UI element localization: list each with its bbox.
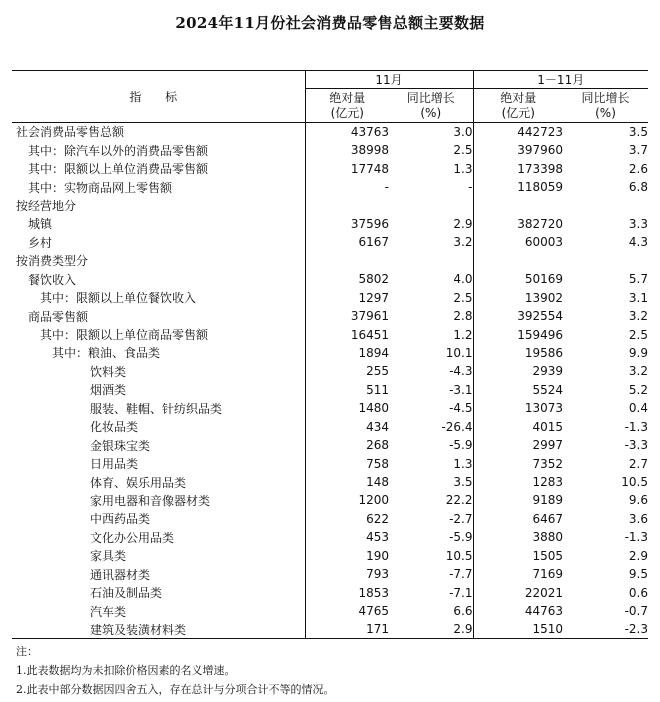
november-growth-cell: 2.9 (389, 620, 473, 638)
ytd-absolute-cell: 44763 (473, 602, 563, 620)
november-absolute-cell: 434 (305, 418, 389, 436)
ytd-growth-cell: 9.5 (628, 567, 648, 582)
table-row (12, 288, 648, 306)
ytd-absolute-cell: 173398 (473, 159, 563, 177)
table-row (12, 344, 648, 362)
ytd-growth-cell: 3.7 (628, 143, 648, 158)
table-row (12, 491, 648, 509)
table-row (12, 178, 648, 196)
november-growth-cell: 1.3 (453, 161, 473, 176)
ytd-absolute-cell: 1510 (473, 620, 563, 638)
period-header-november: 11月 (305, 71, 473, 89)
november-absolute-cell (305, 196, 389, 214)
ytd-absolute-cell: 4015 (473, 418, 563, 436)
november-absolute-cell: 268 (305, 436, 389, 454)
table-row (12, 362, 648, 380)
ytd-absolute-cell: 397960 (473, 141, 563, 159)
row-label: 社会消费品零售总额 (16, 125, 125, 140)
ytd-growth-cell: 3.6 (628, 511, 648, 526)
november-absolute-cell: 1894 (305, 344, 389, 362)
november-absolute-cell: 16451 (305, 325, 389, 343)
row-label: 日用品类 (90, 457, 139, 472)
ytd-growth-cell: 2.5 (628, 327, 648, 342)
row-label: 石油及制品类 (90, 586, 163, 601)
row-label: 文化办公用品类 (90, 530, 175, 545)
growth-header (563, 89, 648, 123)
november-absolute-cell: 148 (305, 473, 389, 491)
table-row (12, 325, 648, 343)
november-growth-cell: 10.1 (445, 345, 473, 360)
ytd-growth-cell: 2.6 (628, 161, 648, 176)
row-label: 乡村 (28, 235, 53, 250)
row-label: 家用电器和音像器材类 (90, 493, 211, 508)
november-growth-cell: 2.5 (453, 290, 473, 305)
table-row (12, 510, 648, 528)
november-absolute-cell: 5802 (305, 270, 389, 288)
abs-header-line1: 绝对量 (329, 90, 366, 105)
november-growth-cell: 2.8 (453, 309, 473, 324)
ytd-absolute-cell (473, 252, 563, 270)
row-label: 服装、鞋帽、针纺织品类 (90, 401, 223, 416)
november-growth-cell: -7.7 (449, 567, 473, 582)
table-row (12, 602, 648, 620)
november-growth-cell: 1.2 (453, 327, 473, 342)
november-absolute-cell: 171 (305, 620, 389, 638)
row-label: 饮料类 (90, 364, 127, 379)
november-absolute-cell: 4765 (305, 602, 389, 620)
row-label: 其中：实物商品网上零售额 (28, 180, 173, 195)
table-row (12, 547, 648, 565)
ytd-growth-cell: 2.7 (628, 456, 648, 471)
ytd-growth-cell: -3.3 (624, 438, 648, 453)
ytd-absolute-cell: 442723 (473, 123, 563, 141)
abs-header-line2: (亿元) (501, 105, 535, 120)
november-absolute-cell: 17748 (305, 159, 389, 177)
row-label: 金银珠宝类 (90, 438, 151, 453)
november-growth-cell: 1.3 (453, 456, 473, 471)
row-label: 餐饮收入 (28, 272, 77, 287)
row-label: 体育、娱乐用品类 (90, 475, 187, 490)
abs-header-line2: (亿元) (330, 105, 364, 120)
ytd-growth-cell: 0.6 (628, 585, 648, 600)
note-item: 1.此表数据均为未扣除价格因素的名义增速。 (16, 664, 236, 677)
ytd-growth-cell: 5.7 (628, 272, 648, 287)
november-absolute-cell: 1480 (305, 399, 389, 417)
page-title: 2024年11月份社会消费品零售总额主要数据 (175, 14, 485, 32)
row-label: 家具类 (90, 549, 127, 564)
ytd-growth-cell: 9.9 (628, 345, 648, 360)
ytd-growth-cell (563, 196, 648, 214)
table-row (12, 436, 648, 454)
ytd-absolute-cell: 3880 (473, 528, 563, 546)
ytd-growth-cell: 3.5 (628, 124, 648, 139)
row-label: 其中：除汽车以外的消费品零售额 (28, 143, 209, 158)
ytd-absolute-cell: 392554 (473, 307, 563, 325)
row-label: 通讯器材类 (90, 567, 151, 582)
ytd-absolute-cell: 13902 (473, 288, 563, 306)
ytd-absolute-cell: 2997 (473, 436, 563, 454)
ytd-growth-cell: -1.3 (624, 419, 648, 434)
table-row (12, 418, 648, 436)
ytd-absolute-cell: 118059 (473, 178, 563, 196)
table-row (12, 454, 648, 472)
november-absolute-cell: 190 (305, 547, 389, 565)
table-row (12, 399, 648, 417)
november-absolute-cell: 1853 (305, 583, 389, 601)
table-row (12, 123, 648, 141)
november-absolute-cell: - (305, 178, 389, 196)
note-item: 2.此表中部分数据因四舍五入，存在总计与分项合计不等的情况。 (16, 683, 335, 696)
abs-header-line1: 绝对量 (500, 90, 537, 105)
row-label: 化妆品类 (90, 420, 139, 435)
growth-header-line2: (%) (420, 105, 442, 120)
november-growth-cell (389, 196, 473, 214)
growth-header-line2: (%) (595, 105, 616, 120)
ytd-absolute-cell (473, 196, 563, 214)
ytd-growth-cell: 0.4 (628, 401, 648, 416)
table-row (12, 565, 648, 583)
november-growth-cell: 3.5 (453, 475, 473, 490)
ytd-absolute-cell: 2939 (473, 362, 563, 380)
november-absolute-cell: 1200 (305, 491, 389, 509)
ytd-growth-cell: 3.2 (628, 364, 648, 379)
table-row (12, 252, 648, 270)
november-absolute-cell: 1297 (305, 288, 389, 306)
november-absolute-cell (305, 252, 389, 270)
row-label: 按消费类型分 (16, 254, 89, 269)
november-absolute-cell: 758 (305, 454, 389, 472)
november-growth-cell: 4.0 (453, 272, 473, 287)
table-row (12, 159, 648, 177)
november-growth-cell: -5.9 (449, 530, 473, 545)
growth-header-line1: 同比增长 (581, 90, 630, 105)
ytd-growth-cell: 10.5 (621, 475, 648, 490)
row-label: 其中：限额以上单位商品零售额 (40, 328, 209, 343)
november-absolute-cell: 453 (305, 528, 389, 546)
table-row (12, 473, 648, 491)
row-label: 烟酒类 (90, 383, 127, 398)
row-label: 建筑及装潢材料类 (12, 620, 305, 638)
table-row (12, 270, 648, 288)
november-growth-cell: -5.9 (449, 438, 473, 453)
november-growth-cell: 3.2 (453, 235, 473, 250)
november-absolute-cell: 37596 (305, 215, 389, 233)
ytd-growth-cell: 5.2 (628, 382, 648, 397)
ytd-growth-cell: -1.3 (624, 530, 648, 545)
table-row (12, 307, 648, 325)
ytd-growth-cell: 4.3 (628, 235, 648, 250)
ytd-growth-cell: -2.3 (563, 620, 648, 638)
ytd-absolute-cell: 9189 (473, 491, 563, 509)
table-row (12, 196, 648, 214)
ytd-growth-cell (563, 252, 648, 270)
november-growth-cell: - (468, 180, 473, 195)
abs-header (473, 89, 563, 123)
ytd-absolute-cell: 1505 (473, 547, 563, 565)
notes-heading: 注： (16, 645, 38, 658)
table-body (12, 123, 648, 639)
ytd-growth-cell: 3.3 (628, 216, 648, 231)
retail-data-table (12, 70, 648, 639)
november-absolute-cell: 793 (305, 565, 389, 583)
november-growth-cell: -3.1 (449, 382, 473, 397)
november-absolute-cell: 37961 (305, 307, 389, 325)
november-absolute-cell: 622 (305, 510, 389, 528)
ytd-growth-cell: 3.2 (628, 309, 648, 324)
ytd-absolute-cell: 7352 (473, 454, 563, 472)
growth-header (389, 89, 473, 123)
table-row (12, 528, 648, 546)
november-absolute-cell: 511 (305, 381, 389, 399)
november-absolute-cell: 255 (305, 362, 389, 380)
ytd-growth-cell: -0.7 (624, 604, 648, 619)
growth-header-line1: 同比增长 (406, 90, 455, 105)
ytd-absolute-cell: 50169 (473, 270, 563, 288)
ytd-absolute-cell: 19586 (473, 344, 563, 362)
table-row (12, 215, 648, 233)
november-growth-cell: -2.7 (449, 511, 473, 526)
ytd-growth-cell: 3.1 (628, 290, 648, 305)
november-growth-cell (389, 252, 473, 270)
row-label: 其中：粮油、食品类 (52, 346, 161, 361)
november-growth-cell: -7.1 (449, 585, 473, 600)
ytd-growth-cell: 9.6 (628, 493, 648, 508)
november-growth-cell: 10.5 (445, 548, 473, 563)
november-growth-cell: 2.5 (453, 143, 473, 158)
row-label: 商品零售额 (28, 309, 89, 324)
ytd-absolute-cell: 159496 (473, 325, 563, 343)
abs-header (305, 89, 389, 123)
november-growth-cell: 22.2 (445, 493, 473, 508)
table-row (12, 620, 648, 638)
november-growth-cell: 2.9 (453, 216, 473, 231)
row-label: 其中：限额以上单位餐饮收入 (40, 291, 197, 306)
november-absolute-cell: 38998 (305, 141, 389, 159)
table-row (12, 141, 648, 159)
november-absolute-cell: 43763 (305, 123, 389, 141)
row-label: 汽车类 (90, 604, 127, 619)
ytd-absolute-cell: 382720 (473, 215, 563, 233)
ytd-absolute-cell: 13073 (473, 399, 563, 417)
ytd-absolute-cell: 7169 (473, 565, 563, 583)
ytd-absolute-cell: 22021 (473, 583, 563, 601)
november-growth-cell: -4.5 (449, 401, 473, 416)
ytd-absolute-cell: 60003 (473, 233, 563, 251)
indicator-header: 指 标 (12, 71, 305, 123)
november-growth-cell: 3.0 (453, 124, 473, 139)
ytd-growth-cell: 2.9 (628, 548, 648, 563)
table-row (12, 381, 648, 399)
november-growth-cell: -4.3 (449, 364, 473, 379)
period-header-jan-nov: 1－11月 (473, 71, 648, 89)
notes (16, 642, 335, 699)
row-label: 按经营地分 (16, 198, 77, 213)
ytd-absolute-cell: 5524 (473, 381, 563, 399)
table-row (12, 233, 648, 251)
november-absolute-cell: 6167 (305, 233, 389, 251)
november-growth-cell: -26.4 (441, 419, 473, 434)
ytd-growth-cell: 6.8 (628, 180, 648, 195)
november-growth-cell: 6.6 (453, 604, 473, 619)
row-label: 城镇 (28, 217, 53, 232)
ytd-absolute-cell: 1283 (473, 473, 563, 491)
table-row (12, 583, 648, 601)
row-label: 其中：限额以上单位消费品零售额 (28, 162, 209, 177)
row-label: 中西药品类 (90, 512, 151, 527)
ytd-absolute-cell: 6467 (473, 510, 563, 528)
